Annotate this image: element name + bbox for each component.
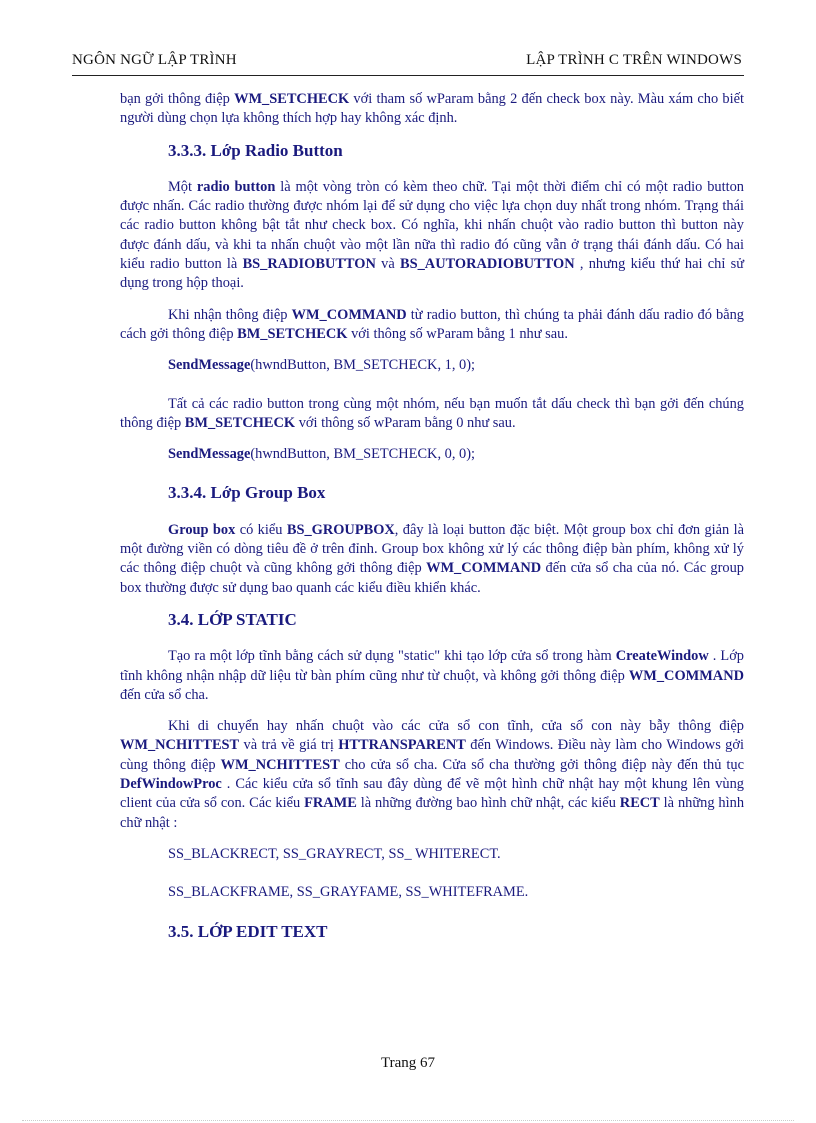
header-right-title: LẬP TRÌNH C TRÊN WINDOWS <box>526 52 742 68</box>
paragraph-setcheck-continuation <box>120 90 744 129</box>
text-run: và <box>375 256 400 273</box>
text-run: và trả về giá trị <box>239 737 339 754</box>
keyword: BS_RADIOBUTTON <box>242 256 376 273</box>
text-run: là những đường bao hình chữ nhật, các kiểu <box>356 795 620 812</box>
text-run: từ radio button, thì chúng ta phải đánh dấu radio đó bằng cách gởi thông điệp <box>120 306 744 342</box>
page-number: Trang 67 <box>380 1055 436 1071</box>
paragraph-radio-intro <box>120 178 744 294</box>
text-run: Tất cả các radio button trong cùng một nhóm, nếu bạn muốn tắt dấu check thì bạn gởi đến chúng thông điệp <box>120 395 744 431</box>
text-run: với thông số wParam bằng 0 như sau. <box>295 414 516 431</box>
keyword: HTTRANSPARENT <box>338 737 466 754</box>
paragraph-group-box <box>120 521 744 598</box>
keyword: BM_SETCHECK <box>237 325 348 342</box>
keyword: WM_SETCHECK <box>234 91 350 107</box>
keyword: DefWindowProc <box>120 776 222 793</box>
keyword: RECT <box>619 795 660 812</box>
code-function: SendMessage <box>168 446 251 463</box>
text-run: Khi di chuyển hay nhấn chuột vào các cửa sổ con tĩnh, cửa sổ con này bẫy thông điệp <box>168 718 744 735</box>
text-run: là những hình chữ nhật : <box>120 795 745 831</box>
heading-static: 3.4. LỚP STATIC <box>168 609 297 629</box>
keyword: WM_COMMAND <box>291 306 407 323</box>
keyword: FRAME <box>304 795 357 812</box>
paragraph-radio-command <box>120 306 744 345</box>
keyword: WM_NCHITTEST <box>220 756 340 773</box>
paragraph-radio-uncheck <box>120 395 744 434</box>
text-run: với tham số wParam bằng 2 đến check box này. Màu xám cho biết người dùng chọn lựa không thích hợp hay không xác định. <box>120 91 744 127</box>
text-run: Khi nhận thông điệp <box>168 306 292 323</box>
text-run: Một <box>168 178 197 195</box>
text-run: . Các kiểu cửa sổ tĩnh sau đây dùng để vẽ một hình chữ nhật hay một khung lên vùng client của cửa sổ con. Các kiểu <box>120 776 744 812</box>
code-args: (hwndButton, BM_SETCHECK, 0, 0); <box>250 446 476 463</box>
code-args: (hwndButton, BM_SETCHECK, 1, 0); <box>250 357 476 374</box>
keyword: WM_COMMAND <box>628 667 744 684</box>
page-bottom-divider <box>22 1120 794 1121</box>
text-run: có kiểu <box>235 521 287 538</box>
text-run: đến cửa sổ cha. <box>120 686 209 703</box>
header-left-title: NGÔN NGỮ LẬP TRÌNH <box>72 52 237 68</box>
keyword: Group box <box>168 521 236 538</box>
page-body <box>120 90 744 959</box>
style-list-frame: SS_BLACKFRAME, SS_GRAYFAME, SS_WHITEFRAME. <box>168 884 529 901</box>
keyword: WM_NCHITTEST <box>120 737 240 754</box>
text-run: là một vòng tròn có kèm theo chữ. Tại một thời điểm chỉ có một radio button được nhấn. Các radio thường được nhóm lại để sử dụng cho việc lựa chọn duy nhất trong nhóm. Trạng thái các radio button không bật tắt như check box. Có nghĩa, khi nhấn chuột vào radio button thì button này được đánh dấu, và khi ta nhấn chuột vào một lần nữa thì radio đó cũng vẫn ở trạng thái đánh dấu. Có hai kiểu radio button là <box>120 178 744 273</box>
heading-edit-text: 3.5. LỚP EDIT TEXT <box>168 921 328 941</box>
text-run: đến Windows. Điều này làm cho Windows gởi cùng thông điệp <box>120 737 744 773</box>
keyword: BS_AUTORADIOBUTTON <box>400 256 575 273</box>
header-divider <box>72 75 744 76</box>
text-run: với thông số wParam bằng 1 như sau. <box>347 325 568 342</box>
text-run: . Lớp tĩnh không nhận nhập dữ liệu từ bàn phím cũng như từ chuột, và không gởi thông điệp <box>120 648 745 684</box>
code-line-setcheck-0 <box>168 445 744 464</box>
text-run: bạn gởi thông điệp <box>120 91 235 107</box>
heading-group-box: 3.3.4. Lớp Group Box <box>168 483 326 503</box>
keyword: BM_SETCHECK <box>184 414 296 431</box>
paragraph-static-intro <box>120 647 744 705</box>
keyword: WM_COMMAND <box>426 560 542 577</box>
keyword: BS_GROUPBOX <box>286 521 395 538</box>
paragraph-static-hittest <box>120 717 744 833</box>
code-function: SendMessage <box>168 357 251 374</box>
code-line-setcheck-1 <box>168 356 744 375</box>
keyword: radio button <box>196 178 276 195</box>
heading-radio-button: 3.3.3. Lớp Radio Button <box>168 140 343 160</box>
style-list-rect: SS_BLACKRECT, SS_GRAYRECT, SS_ WHITERECT. <box>168 845 501 862</box>
text-run: , nhưng kiểu thứ hai chỉ sử dụng trong hộp thoại. <box>120 256 744 292</box>
text-run: đến cửa sổ cha của nó. Các group box thường được sử dụng bao quanh các kiểu điều khiển khác. <box>120 560 744 596</box>
text-run: cho cửa sổ cha. Cửa sổ cha thường gởi thông điệp này đến thủ tục <box>339 756 744 773</box>
text-run: , đây là loại button đặc biệt. Một group box chỉ đơn giản là một đường viền có dòng tiêu đề ở trên đỉnh. Group box không xử lý các thông điệp bàn phím, không xử lý các thông điệp chuột và cũng không gởi thông điệp <box>120 521 744 577</box>
keyword: CreateWindow <box>615 648 709 665</box>
text-run: Tạo ra một lớp tĩnh bằng cách sử dụng "static" khi tạo lớp cửa sổ trong hàm <box>168 648 616 665</box>
